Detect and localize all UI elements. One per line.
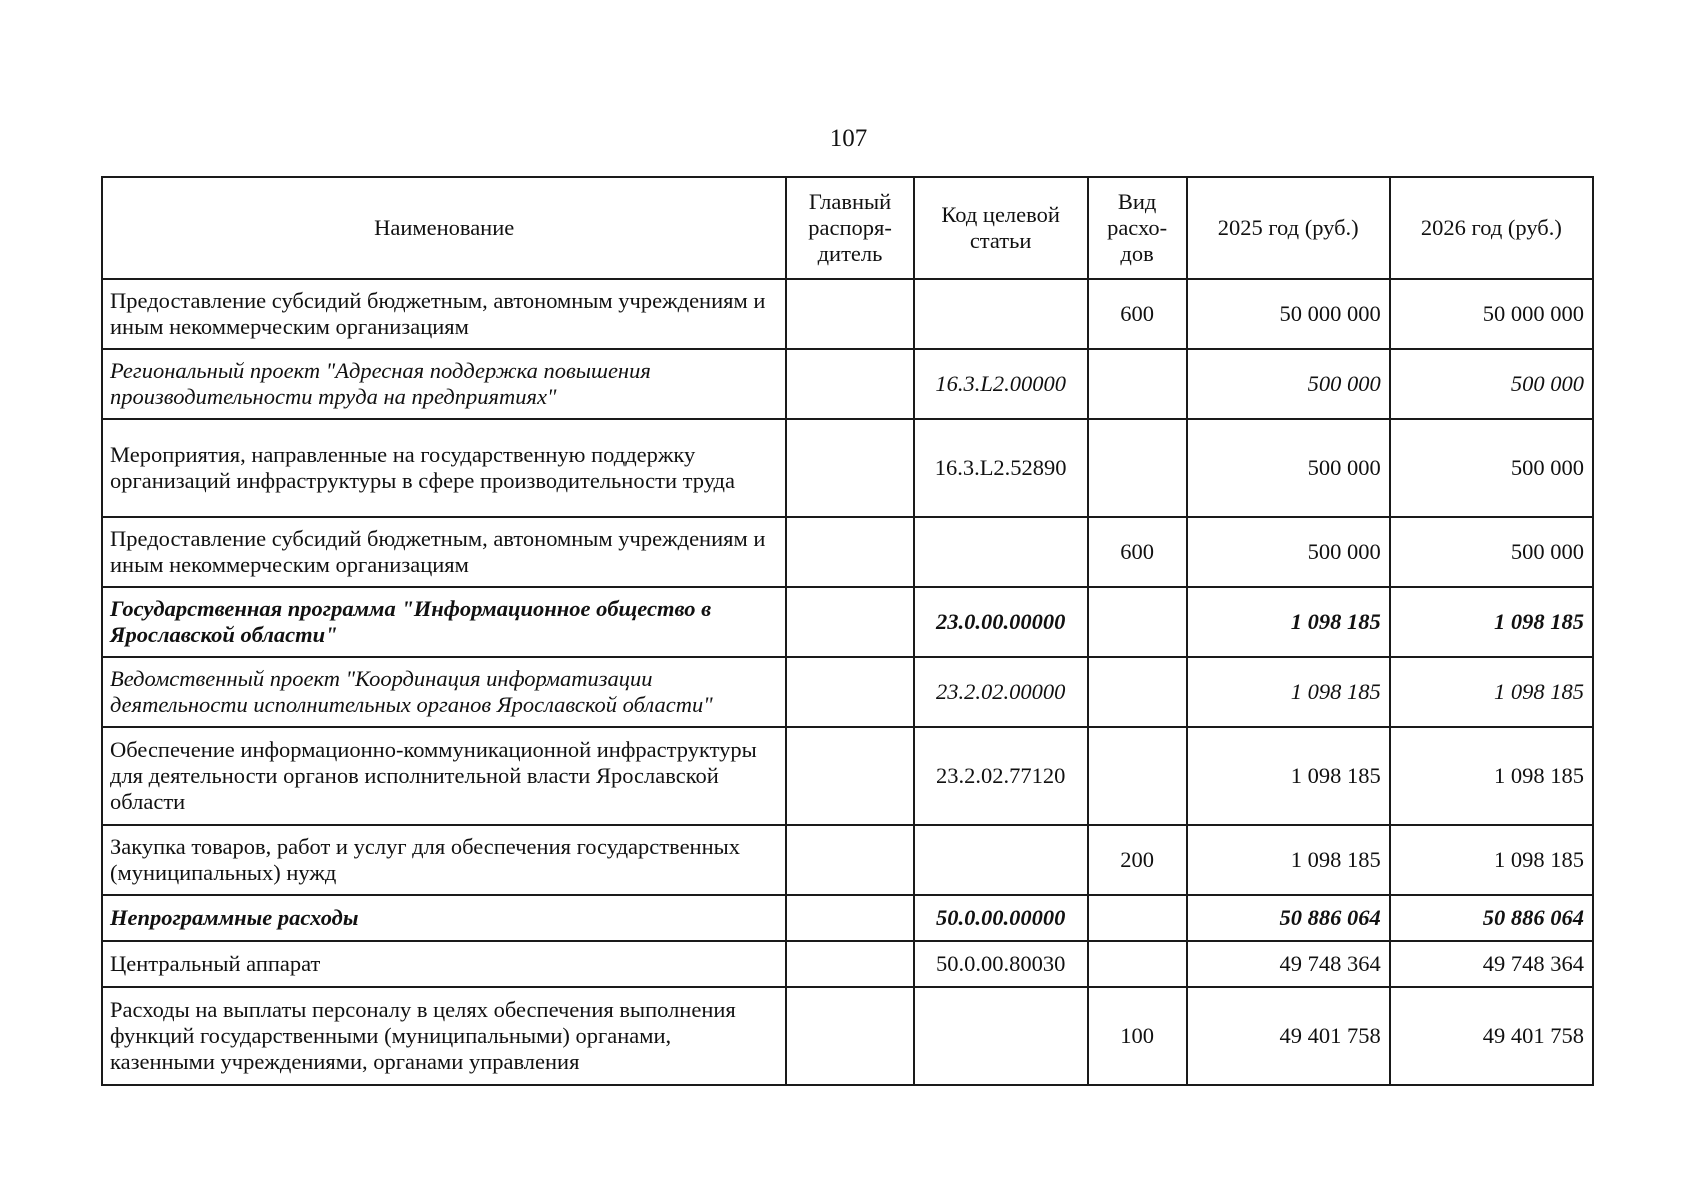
table-row (102, 825, 1593, 895)
cell-expense-kind: 100 (1088, 987, 1187, 1085)
cell-manager (786, 895, 913, 941)
table-row (102, 941, 1593, 987)
cell-expense-kind: 200 (1088, 825, 1187, 895)
header-code: Код целевой статьи (914, 177, 1088, 279)
cell-name: Ведомственный проект "Координация информатизации деятельности исполнительных органов Ярославской области" (102, 657, 786, 727)
cell-amount-2026: 500 000 (1390, 517, 1593, 587)
cell-name: Государственная программа "Информационное общество в Ярославской области" (102, 587, 786, 657)
cell-name: Расходы на выплаты персоналу в целях обеспечения выполнения функций государственными (муниципальными) органами, казенными учреждениями, органами управления (102, 987, 786, 1085)
cell-amount-2026: 500 000 (1390, 419, 1593, 517)
cell-amount-2025: 1 098 185 (1187, 657, 1390, 727)
cell-amount-2026: 1 098 185 (1390, 657, 1593, 727)
cell-amount-2025: 50 000 000 (1187, 279, 1390, 349)
cell-manager (786, 941, 913, 987)
cell-code: 23.2.02.77120 (914, 727, 1088, 825)
cell-amount-2026: 49 401 758 (1390, 987, 1593, 1085)
cell-manager (786, 825, 913, 895)
cell-name: Обеспечение информационно-коммуникационной инфраструктуры для деятельности органов исполнительной власти Ярославской области (102, 727, 786, 825)
cell-expense-kind: 600 (1088, 279, 1187, 349)
cell-expense-kind (1088, 657, 1187, 727)
cell-amount-2025: 50 886 064 (1187, 895, 1390, 941)
cell-name: Центральный аппарат (102, 941, 786, 987)
cell-amount-2026: 1 098 185 (1390, 825, 1593, 895)
cell-amount-2026: 1 098 185 (1390, 587, 1593, 657)
page-number: 107 (829, 125, 868, 152)
cell-name: Мероприятия, направленные на государственную поддержку организаций инфраструктуры в сфере производительности труда (102, 419, 786, 517)
table-header-row (102, 177, 1593, 279)
cell-amount-2026: 1 098 185 (1390, 727, 1593, 825)
cell-expense-kind (1088, 941, 1187, 987)
budget-table (101, 176, 1594, 1086)
cell-manager (786, 987, 913, 1085)
cell-amount-2025: 500 000 (1187, 419, 1390, 517)
cell-amount-2025: 49 401 758 (1187, 987, 1390, 1085)
cell-code (914, 825, 1088, 895)
table-row (102, 419, 1593, 517)
cell-amount-2025: 500 000 (1187, 517, 1390, 587)
table-row (102, 987, 1593, 1085)
cell-name: Предоставление субсидий бюджетным, автономным учреждениям и иным некоммерческим организациям (102, 517, 786, 587)
cell-name: Региональный проект "Адресная поддержка повышения производительности труда на предприятиях" (102, 349, 786, 419)
table-row (102, 895, 1593, 941)
cell-amount-2026: 500 000 (1390, 349, 1593, 419)
header-2025: 2025 год (руб.) (1187, 177, 1390, 279)
cell-amount-2026: 49 748 364 (1390, 941, 1593, 987)
cell-amount-2025: 49 748 364 (1187, 941, 1390, 987)
cell-code (914, 987, 1088, 1085)
cell-code: 16.3.L2.52890 (914, 419, 1088, 517)
cell-manager (786, 517, 913, 587)
cell-manager (786, 279, 913, 349)
table-row (102, 279, 1593, 349)
header-manager: Главный распоря-дитель (786, 177, 913, 279)
cell-amount-2025: 1 098 185 (1187, 587, 1390, 657)
cell-code (914, 517, 1088, 587)
cell-manager (786, 587, 913, 657)
header-2026: 2026 год (руб.) (1390, 177, 1593, 279)
cell-code: 23.0.00.00000 (914, 587, 1088, 657)
header-kind: Вид расхо-дов (1088, 177, 1187, 279)
cell-code: 23.2.02.00000 (914, 657, 1088, 727)
cell-name: Закупка товаров, работ и услуг для обеспечения государственных (муниципальных) нужд (102, 825, 786, 895)
cell-expense-kind (1088, 349, 1187, 419)
cell-amount-2025: 1 098 185 (1187, 727, 1390, 825)
table-row (102, 587, 1593, 657)
cell-expense-kind (1088, 419, 1187, 517)
cell-manager (786, 349, 913, 419)
cell-expense-kind (1088, 587, 1187, 657)
cell-manager (786, 657, 913, 727)
table-row (102, 517, 1593, 587)
table-row (102, 657, 1593, 727)
cell-manager (786, 727, 913, 825)
table-row (102, 727, 1593, 825)
cell-code (914, 279, 1088, 349)
cell-code: 16.3.L2.00000 (914, 349, 1088, 419)
cell-expense-kind (1088, 727, 1187, 825)
cell-code: 50.0.00.80030 (914, 941, 1088, 987)
cell-expense-kind: 600 (1088, 517, 1187, 587)
header-name: Наименование (102, 177, 786, 279)
table-row (102, 349, 1593, 419)
cell-amount-2025: 1 098 185 (1187, 825, 1390, 895)
table-body (102, 279, 1593, 1085)
cell-amount-2025: 500 000 (1187, 349, 1390, 419)
cell-code: 50.0.00.00000 (914, 895, 1088, 941)
cell-name: Предоставление субсидий бюджетным, автономным учреждениям и иным некоммерческим организациям (102, 279, 786, 349)
cell-amount-2026: 50 886 064 (1390, 895, 1593, 941)
cell-name: Непрограммные расходы (102, 895, 786, 941)
cell-expense-kind (1088, 895, 1187, 941)
cell-manager (786, 419, 913, 517)
cell-amount-2026: 50 000 000 (1390, 279, 1593, 349)
